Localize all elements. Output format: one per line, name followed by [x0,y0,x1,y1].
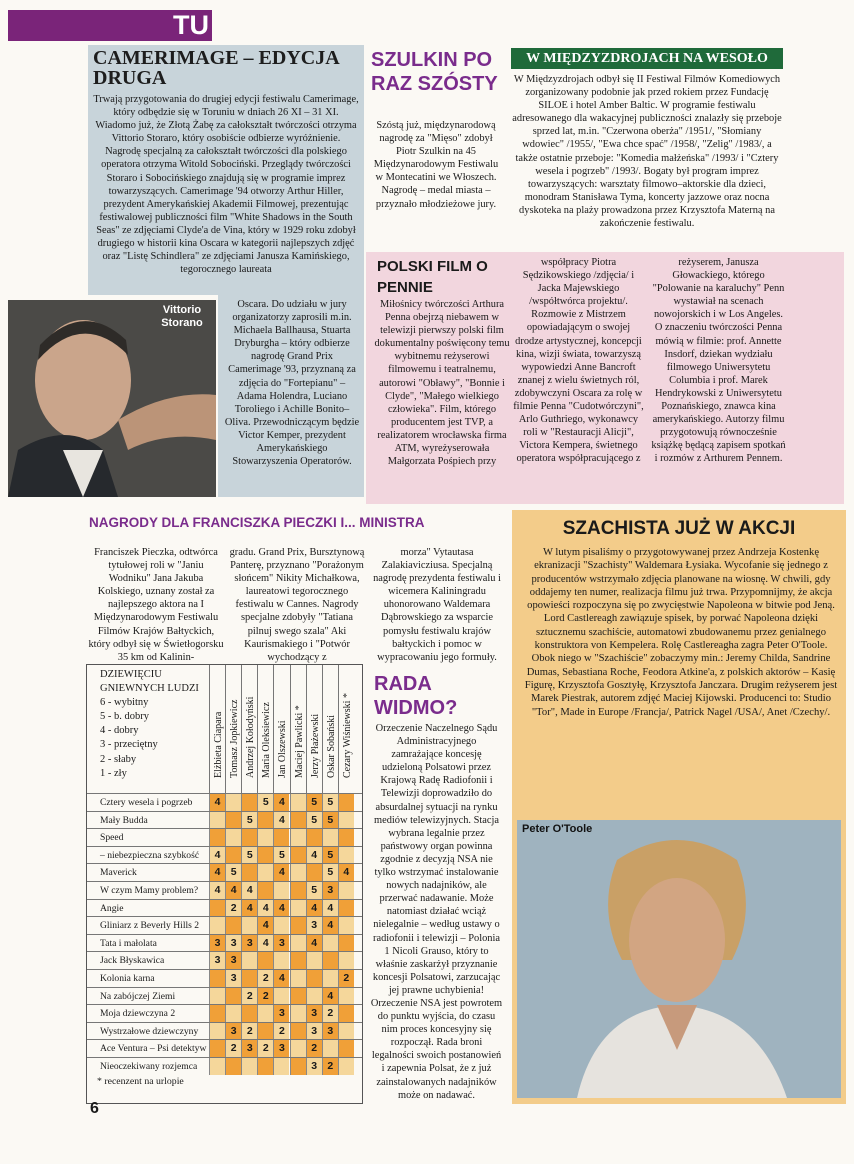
score-cell: 3 [322,882,338,899]
score-cell [241,917,257,934]
score-cell: 5 [306,812,322,829]
score-cell [322,935,338,952]
score-cell [322,829,338,846]
score-cell [225,917,241,934]
score-cell [273,917,289,934]
score-cell [209,1040,225,1057]
score-cell [306,864,322,881]
critic-column-header [290,665,306,793]
score-cell: 3 [225,935,241,952]
score-cell [338,1040,354,1057]
score-cell [241,794,257,811]
score-cell: 2 [225,1040,241,1057]
table-row [87,1039,362,1057]
critic-name: Cezary Wiśniewski * [341,693,353,778]
score-cell: 4 [257,935,273,952]
score-cell: 3 [225,1023,241,1040]
score-cell: 3 [322,1023,338,1040]
score-cell [209,829,225,846]
table-row [87,987,362,1005]
score-cell: 3 [273,1040,289,1057]
score-cell [322,1040,338,1057]
score-cell: 2 [241,1023,257,1040]
ratings-legend [87,665,208,793]
critic-column-header [209,665,225,793]
table-row [87,846,362,864]
critic-name: Tomasz Jopkiewicz [229,699,241,778]
score-cell [209,988,225,1005]
szachista-text: W lutym pisaliśmy o przygotowywanej przez Andrzeja Kostenkę ekranizacji "Szachisty" Waldemara Łysiaka. Wycofanie się jednego z producentów wstrzymało zdjęcia planowane na wiosnę. W chwili, gdy oddajemy ten numer, realizacja filmu już trwa. Przypomnijmy, że akcja opowieści rozpoczyna się po zwycięstwie Napoleona w bitwie pod Jeną. Lord Castlereagh zawiązuje spisek, by porwać Napoleona dzięki sztucznemu szachiście, automatowi zbudowanemu przez genialnego konstruktora von Kempelera. Rolę Castlereagha zagra Peter O'Toole. Obok niego w "Szachiście" zobaczymy min.: Jeremy Childa, Sandrine Dumas, Sebastiana Roche, Feodora Atkine'a, z polskich aktorów – Kasię Figurę, Krzysztofa Gosztyłę, Krzysztofa Janczara. Drugim reżyserem jest Marek Piestrak, autorem zdjęć Maciej Kijowski. Producenci to: Studio "Tor", Made in Europe /Francja/, Patrick Nagel /USA/, Anet /Czechy/. [524,547,838,718]
score-cell [290,917,306,934]
score-cell: 4 [209,882,225,899]
score-cell [290,1058,306,1075]
score-cell [209,812,225,829]
score-cell [257,1023,273,1040]
score-cell: 5 [322,847,338,864]
score-cell [257,829,273,846]
camerimage-text-top: Trwają przygotowania do drugiej edycji festiwalu Camerimage, który odbędzie się w Toruniu w dniach 26 XI – 31 XI. Wiadomo już, że Złotą Żabę za całokształt twórczości otrzyma Vittorio Storaro, który osobiście odbierze wyróżnienie. Nagrodę specjalną za całokształt twórczości dla polskiego operatora otrzyma Witold Sobociński. Przeglądy twórczości Storaro i Sobocińskiego znajdują się w programie imprez towarzyszących. Camerimage '94 otworzy Arthur Hiller, prezydent Amerykańskiej Akademii Filmowej, prezentując festiwalowej publiczności film "White Shadows in the South Seas" ze zdjęciami Clyde'a de Vina, który w 1929 roku zdobył drugiego w historii kina Oscara w kategorii najlepszych zdjęć oraz "Listę Schindlera" ze zdjęciami Janusza Kamińskiego, tegorocznego laureata [93,94,359,276]
storaro-photo-caption: Vittorio Storano [161,304,203,329]
score-cell: 4 [306,900,322,917]
critic-name: Jerzy Płażewski [309,713,321,778]
score-cell: 3 [306,1058,322,1075]
table-row [87,1022,362,1040]
critic-name: Jan Olszewski [277,720,289,778]
score-cell: 2 [257,970,273,987]
score-cell [209,970,225,987]
score-cell: 5 [273,847,289,864]
score-cell [273,952,289,969]
score-cell [273,988,289,1005]
score-cell [290,970,306,987]
score-cell: 3 [306,917,322,934]
score-cell [225,794,241,811]
film-title: Speed [100,832,124,844]
critic-column-header [306,665,322,793]
score-cell [209,900,225,917]
score-cell [290,864,306,881]
score-cell: 2 [257,1040,273,1057]
score-cell [290,952,306,969]
score-cell [225,988,241,1005]
score-cell [241,952,257,969]
table-row [87,1057,362,1075]
critic-name: Oskar Sobański [325,714,337,778]
table-row [87,969,362,987]
film-title: Angie [100,902,124,914]
film-title: W czym Mamy problem? [100,885,199,896]
table-row [87,951,362,969]
legend-title-1: DZIEWIĘCIU [100,669,162,680]
score-cell [241,1005,257,1022]
szulkin-title: SZULKIN PO RAZ SZÓSTY [371,49,498,95]
score-cell [241,864,257,881]
score-cell: 5 [241,847,257,864]
pieczka-col3: morza" Vytautasa Zalakiavicziusa. Specjalną nagrodę prezydenta festiwalu i wicemera Kaliningradu uhonorowano Waldemara Dąbrowskiego za wsparcie pomysłu festiwalu krajów bałtyckich i pomoc w wypracowaniu jego formuły. [373,547,501,663]
score-cell: 2 [322,1058,338,1075]
score-cell [338,794,354,811]
score-cell: 4 [273,970,289,987]
score-cell [225,812,241,829]
score-cell [225,1005,241,1022]
score-cell [209,1058,225,1075]
score-cell: 4 [273,794,289,811]
score-cell: 4 [322,900,338,917]
page-number: 6 [90,1100,99,1117]
score-cell [209,1023,225,1040]
score-cell [338,829,354,846]
legend-item: 6 - wybitny [100,697,149,709]
score-cell [225,1058,241,1075]
score-cell: 4 [273,812,289,829]
score-cell [338,1023,354,1040]
film-title: Jack Błyskawica [100,955,165,967]
score-cell: 4 [241,882,257,899]
table-row [87,916,362,934]
score-cell [257,847,273,864]
otoole-photo-caption: Peter O'Toole [522,823,593,835]
score-cell [290,935,306,952]
score-cell [338,882,354,899]
score-cell [338,917,354,934]
polski-film-col2: współpracy Piotra Sędzikowskiego /zdjęcia/ i Jacka Majewskiego /współtwórca projektu/. Rozmowie z Mistrzem opowiadającym o swojej drodze artystycznej, koncepcji kina, wizji świata, towarzyszą wypowiedzi Anne Bancroft znanej z wielu świetnych ról, zdobywczyni Oscara za rolę w filmie Penna "Cudotwórczyni", Arlo Guthriego, wykonawcy roli w "Restauracji Alicji", Victora Kempera, świetnego operatora współpracującego z [513,257,644,465]
score-cell: 3 [209,935,225,952]
score-cell: 2 [306,1040,322,1057]
score-cell: 5 [322,812,338,829]
camerimage-text-bottom: Oscara. Do udziału w jury organizatorzy zaprosili m.in. Michaela Ballhausa, Stuarta Dryburgha – który odbierze nagrodę Grand Prix Camerimage '93, przyznaną za zdjęcia do "Fortepianu" – Adama Holendra, Luciano Toroliego i Achille Bonito–Oliva. Przewodniczącym będzie Victor Kemper, prezydent Amerykańskiego Stowarzyszenia Operatorów. [224,299,360,468]
table-row [87,934,362,952]
critic-name: Maria Oleksiewicz [261,702,273,778]
film-title: Maverick [100,867,137,879]
film-title: Cztery wesela i pogrzeb [100,797,193,808]
score-cell [338,988,354,1005]
score-cell: 3 [306,1023,322,1040]
score-cell: 4 [209,864,225,881]
score-cell [290,1023,306,1040]
score-cell: 3 [225,952,241,969]
film-title: Nieoczekiwany rozjemca [100,1061,198,1072]
score-cell [290,847,306,864]
score-cell [209,1005,225,1022]
score-cell [338,900,354,917]
score-cell: 4 [209,794,225,811]
score-cell: 5 [225,864,241,881]
table-row [87,1004,362,1022]
score-cell: 5 [241,812,257,829]
score-cell: 3 [209,952,225,969]
table-row [87,793,362,811]
table-row [87,811,362,829]
score-cell [209,917,225,934]
score-cell [257,1005,273,1022]
score-cell [338,952,354,969]
film-title: Mały Budda [100,814,148,826]
score-cell: 5 [322,794,338,811]
section-label: TU [173,10,209,40]
rada-title: RADA WIDMO? [374,673,458,719]
score-cell: 3 [273,1005,289,1022]
score-cell: 4 [338,864,354,881]
score-cell: 3 [306,1005,322,1022]
legend-item: 3 - przeciętny [100,739,158,751]
score-cell: 4 [257,917,273,934]
critic-column-header [225,665,241,793]
score-cell: 4 [273,900,289,917]
score-cell [322,970,338,987]
film-title: – niebezpieczna szybkość [100,849,200,861]
score-cell [306,988,322,1005]
camerimage-title: CAMERIMAGE – EDYCJA DRUGA [93,47,339,89]
score-cell [290,1040,306,1057]
score-cell: 5 [306,882,322,899]
table-row [87,863,362,881]
pieczka-title: NAGRODY DLA FRANCISZKA PIECZKI I... MINISTRA [89,515,425,530]
pieczka-col1: Franciszek Pieczka, odtwórca tytułowej roli w "Janiu Wodniku" Jana Jakuba Kolskiego, uznany został za najlepszego aktora na I Międzynarodowym Festiwalu Filmów Krajów Bałtyckich, który odbył się w Świetłogorsku 35 km od Kalinin- [88,547,224,663]
film-title: Tata i małolata [100,937,157,949]
otoole-portrait-illustration [517,820,841,1098]
score-cell [273,1058,289,1075]
score-cell: 4 [322,917,338,934]
critic-name: Elżbieta Ciapara [213,711,224,778]
score-cell: 4 [209,847,225,864]
polski-film-col3: reżyserem, Janusza Głowackiego, którego "Polowanie na karaluchy" Penn wystawiał na scenach nowojorskich i w Los Angeles. O znaczeniu twórczości Penna mówią w filmie: prof. Annette Insdorf, dziekan wydziału filmowego Uniwersytetu Columbia i prof. Marek Hendrykowski z Uniwersytetu Poznańskiego, znawca kina amerykańskiego. Autorzy filmu przygotowują równocześnie książkę będącą zapisem spotkań i rozmów z Arthurem Pennem. [651,257,786,465]
critic-column-header [241,665,257,793]
critic-column-header [273,665,289,793]
critic-column-header [338,665,354,793]
score-cell [257,952,273,969]
score-cell: 3 [241,1040,257,1057]
critic-name: Andrzej Kołodyński [245,696,257,778]
score-cell [338,812,354,829]
score-cell [225,847,241,864]
score-cell [290,1005,306,1022]
score-cell: 2 [338,970,354,987]
score-cell [273,829,289,846]
score-cell [257,864,273,881]
score-cell: 2 [241,988,257,1005]
score-cell [338,935,354,952]
score-cell: 4 [225,882,241,899]
score-cell [306,829,322,846]
miedzyzdroje-title: W MIĘDZYZDROJACH NA WESOŁO [511,48,783,69]
score-cell [338,847,354,864]
peter-otoole-photo [517,820,841,1098]
score-cell [241,970,257,987]
score-cell [257,812,273,829]
table-row [87,881,362,899]
ratings-footnote: * recenzent na urlopie [97,1076,184,1087]
film-title: Moja dziewczyna 2 [100,1008,176,1020]
score-cell: 4 [241,900,257,917]
score-cell [257,882,273,899]
score-cell [338,1005,354,1022]
score-cell: 2 [225,900,241,917]
score-cell: 2 [273,1023,289,1040]
pieczka-col2: gradu. Grand Prix, Bursztynową Panterę, przyznano "Porażonym słońcem" Nikity Michałkowa, laureatowi tegorocznego festiwalu w Cannes. Nagrody specjalne zdobyły "Tatiana pilnuj swego szala" Aki Kaurismakiego i "Potwór wychodzący z [229,547,365,663]
legend-item: 2 - słaby [100,753,137,765]
szulkin-text: Szóstą już, międzynarodową nagrodę za "Mięso" zdobył Piotr Szulkin na 45 Międzynarodowym Festiwalu w Montecatini we Włoszech. Nagrodę – medal miasta – przyznało młodzieżowe jury. [373,120,499,210]
score-cell [241,829,257,846]
score-cell: 5 [257,794,273,811]
score-cell [290,812,306,829]
film-title: Na zabójczej Ziemi [100,990,176,1002]
score-cell [306,952,322,969]
score-cell: 3 [225,970,241,987]
score-cell: 2 [257,988,273,1005]
table-row [87,828,362,846]
polski-film-col1: Miłośnicy twórczości Arthura Penna obejrzą niebawem w telewizji pierwszy polski film dokumentalny poświęcony temu wybitnemu reżyserowi filmowemu i teatralnemu, autorowi "Obławy", "Bonnie i Clyde", "Małego wielkiego człowieka". Film, którego producentem jest TVP, a realizatorem wrocławska firma ATM, wyreżyserowała Małgorzata Pośpiech przy [374,299,510,468]
film-title: Gliniarz z Beverly Hills 2 [100,920,200,932]
score-cell [241,1058,257,1075]
score-cell [290,829,306,846]
critic-column-header [322,665,338,793]
score-cell: 4 [306,847,322,864]
score-cell [290,794,306,811]
score-cell: 3 [273,935,289,952]
rada-text: Orzeczenie Naczelnego Sądu Administracyjnego zamrażające koncesję udzieloną Polsatowi przez Krajową Radę Radiofonii i Telewizji doprowadziło do absurdalnej sytuacji na rynku mediów telewizyjnych. Stacja wybrana legalnie przez państwowy organ powinna zgodnie z decyzją NSA nie tylko wstrzymać instalowanie nowych nadajników, ale przerwać nadawanie. Może natomiast działać wciąż nielegalnie – według ustawy o radiofonii i telewizji – Polonia 1 Nicoli Grauso, który to właśnie zaskarżył przyznanie koncesji Polsatowi, zarzucając jej prawne uchybienia! Orzeczenie NSA jest powrotem do punktu wyjścia, do czasu nim proces koncesyjny się rozpoczął. Rada broni legalności swoich postanowień i zapewnia Polsat, że z już zainstalowanych nadajników może on nadawać. [370,723,503,1101]
score-cell: 4 [322,988,338,1005]
legend-title-2: GNIEWNYCH LUDZI [100,683,199,695]
score-cell: 2 [322,1005,338,1022]
score-cell [322,952,338,969]
score-cell [290,900,306,917]
table-row [87,899,362,917]
score-cell [273,882,289,899]
score-cell: 3 [241,935,257,952]
critic-column-header [257,665,273,793]
miedzyzdroje-text: W Międzyzdrojach odbył się II Festiwal Filmów Komediowych zorganizowany podobnie jak przed rokiem przez Fundację SILOE i hotel Amber Baltic. W programie festiwalu adresowanego dla wakacyjnej publiczności znalazły się przeboje sprzed lat, m.in. "Czerwona oberża" /1951/, "Słomiany wdowiec" /1955/, "Ewa chce spać" /1958/, "Zelig" /1983/, a także ostatnie przeboje: "Komedia małżeńska" /1993/ i "Cztery wesela i pogrzeb" /1993/. Bogaty był program imprez towarzyszących: warsztaty filmowo–aktorskie dla dzieci, monodram Stanisława Tyma, koncerty jazzowe oraz nocna dyskoteka na plaży prowadzona przez Krzysztofa Materną na zakończenie festiwalu. [512,74,782,230]
score-cell [290,882,306,899]
score-cell: 4 [273,864,289,881]
score-cell: 4 [306,935,322,952]
score-cell [338,1058,354,1075]
film-title: Ace Ventura – Psi detektyw [100,1043,207,1055]
score-cell [290,988,306,1005]
polski-film-title: POLSKI FILM O PENNIE [377,258,488,296]
score-cell [257,1058,273,1075]
legend-item: 4 - dobry [100,725,139,737]
critic-name: Maciej Pawlicki * [293,705,305,778]
film-title: Kolonia karna [100,973,155,984]
score-cell: 5 [306,794,322,811]
score-cell [225,829,241,846]
film-title: Wystrzałowe dziewczyny [100,1025,199,1037]
szachista-title: SZACHISTA JUŻ W AKCJI [562,518,796,539]
score-cell: 4 [257,900,273,917]
score-cell [306,970,322,987]
legend-item: 1 - zły [100,767,127,779]
legend-item: 5 - b. dobry [100,711,149,723]
score-cell: 5 [322,864,338,881]
